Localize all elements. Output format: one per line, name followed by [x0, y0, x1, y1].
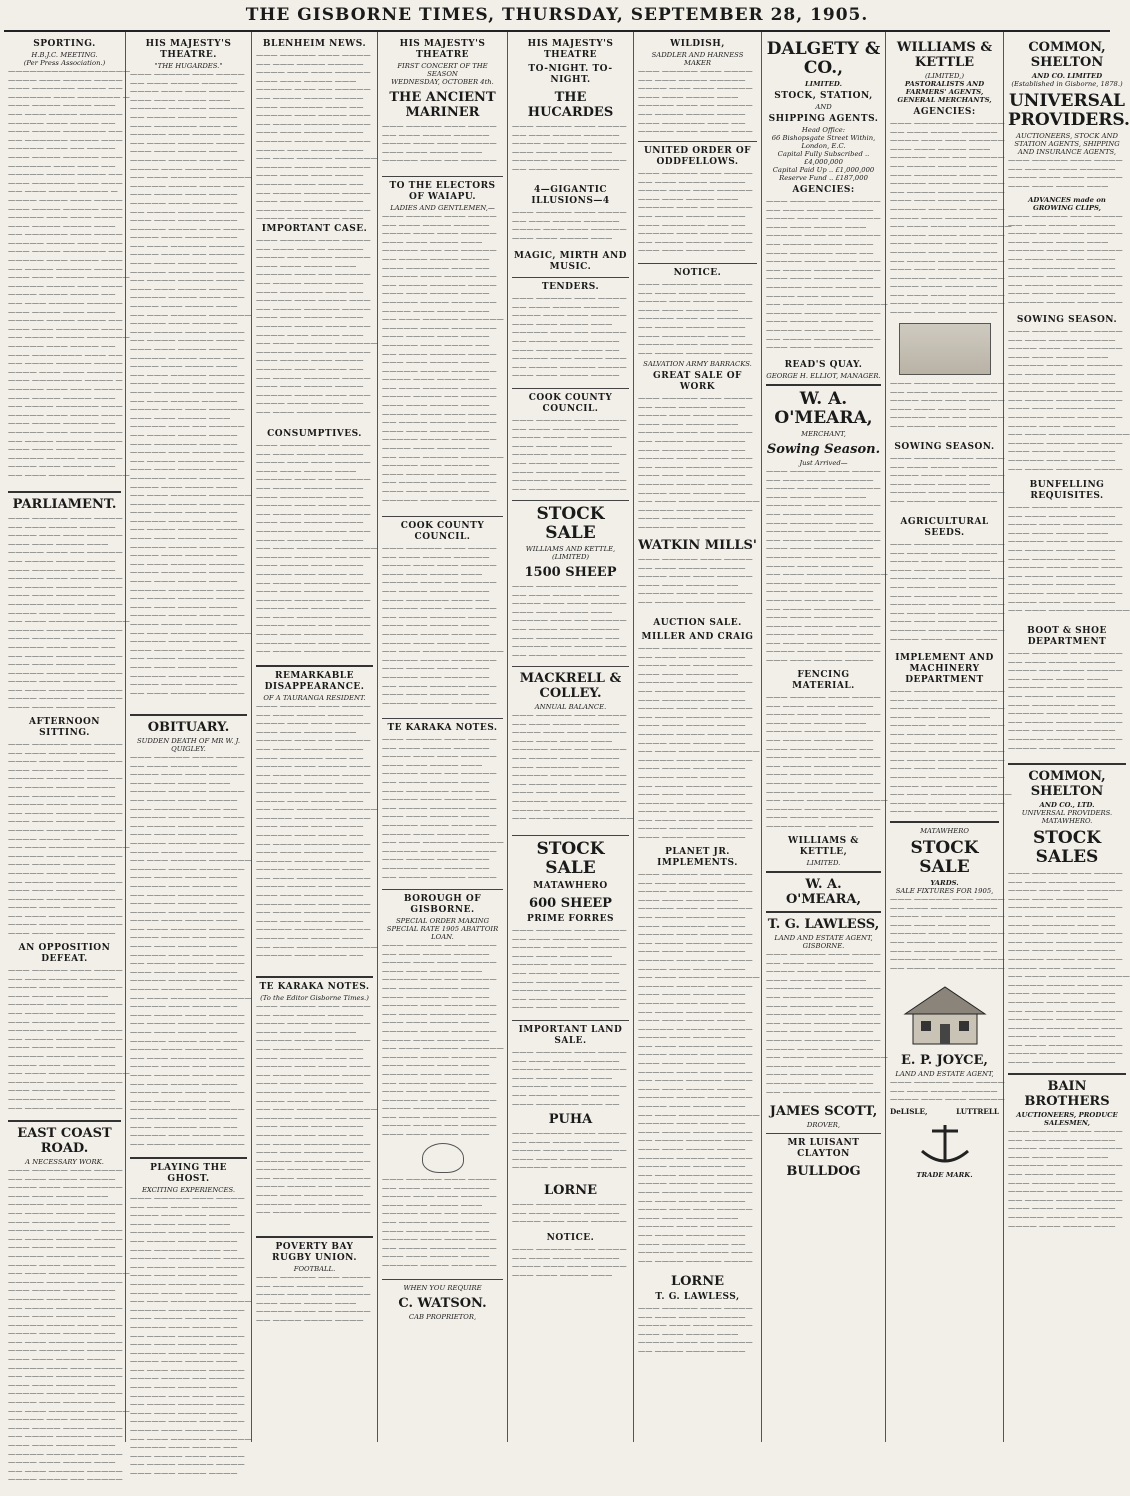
stock-sale-heading: STOCK SALE [536, 504, 605, 543]
reserve-fund: Reserve Fund .. £187,000 [779, 174, 868, 182]
drover: DROVER, [806, 1121, 841, 1129]
notice-heading: NOTICE. [546, 1233, 595, 1243]
williams-agencies-body: ——— ————— ——— ———— —— ——— ———— ————— ———— ——— ——— ————— ——— ——— ———— ——— ————— ——— —— ————— —— ———— ———— ———— ——— —————— ——— —— ————— ——— ———— ——— —— ———— ————— ———— ——— ——— ———— ———— ————— ———— ——— ——— ———— ——— ———— ——— —— ——— ————— —————— ————— ———— ——— ——— ——— ———— ——— ———— ————— ——— ———— —— —— ———— ————— ———— ——— ——— ———— ———— ————— ———— ——— ——— ———— ——— ———— ——— —— ——— ————— ————— ———— ———— —— ————— ——— ——— ———— ———— [890, 118, 1012, 317]
heading-parliament: PARLIAMENT. [12, 497, 117, 512]
general-merchants: GENERAL MERCHANTS, [897, 96, 992, 104]
column-9 [1004, 32, 1130, 1442]
column-1 [4, 32, 131, 1484]
auctioneers-agents: AUCTIONEERS, STOCK AND STATION AGENTS, SHIPPING AND INSURANCE AGENTS, [1014, 132, 1120, 156]
subheading-exciting-experiences: EXCITING EXPERIENCES. [141, 1186, 236, 1194]
dalgety-and: AND [815, 103, 832, 111]
important-land-sale: IMPORTANT LAND SALE. [518, 1025, 623, 1046]
dalgety-stock: STOCK, STATION, [774, 91, 873, 101]
cab-proprietor: CAB PROPRIETOR, [408, 1313, 477, 1321]
matawhero-9: MATAWHERO. [1041, 817, 1093, 825]
lawless-7-body: ——— ————— ——— ———— —— ——— ———— ————— ———— ——— ——— ————— ——— ——— ———— ——— ————— ——— —— ————— —— ———— ———— ———— ——— —————— ——— —— ————— ——— ———— ——— —— ———— ————— ———— ——— ——— ———— ———— ————— ———— ——— ——— ———— ——— ———— ——— —— ——— ————— —————— ————— ———— ——— ——— ——— ———— ——— ———— ————— ——— ———— —— —— ———— ————— ———— [766, 949, 888, 1096]
blenheim-body: ——— ————— ——— ———— —— ——— ———— ————— ———— ——— ——— ————— ——— ——— ———— ——— ————— ——— —— ————— —— ———— ———— ———— ——— —————— ——— —— ————— ——— ———— ——— —— ———— ————— ———— ——— ——— ———— ———— ————— ———— ——— ——— ———— ——— ———— ——— —— ——— ————— —————— ————— ———— ——— ——— ——— ———— ——— ———— ————— ——— ———— —— —— ———— ————— ———— ——— ——— ———— ———— ————— ———— ——— ——— ———— ——— ———— ——— [256, 50, 378, 223]
masthead-title: THE GISBORNE TIMES, THURSDAY, SEPTEMBER 28, 1905. [245, 5, 869, 25]
column-4 [378, 32, 508, 1442]
boot-shoe: BOOT & SHOE DEPARTMENT [1027, 626, 1107, 647]
prime-forres: PRIME FORRES [527, 914, 614, 924]
heading-east-coast-road: EAST COAST ROAD. [17, 1126, 112, 1156]
parliament-body: ——— ————— ——— ———— —— ——— ———— ————— ———— ——— ——— ————— ——— ——— ———— ——— ————— ——— —— ————— —— ———— ———— ———— ——— —————— ——— —— ————— ——— ———— ——— —— ———— ————— ———— ——— ——— ———— ———— ————— ———— ——— ——— ———— ——— ———— ——— —— ——— ————— —————— ————— ———— ——— ——— ——— ———— ——— ———— ————— ——— ———— —— —— ———— ————— ———— ——— ——— ———— ———— ————— ———— ——— ——— ———— ——— ———— ——— —— ——— ————— ————— ———— ———— —— ————— ——— ——— ———— ———— [8, 513, 130, 712]
common-body-1: ——— ————— ——— ———— —— ——— ———— ————— ———— ——— ——— ————— ——— ——— ———— ——— [1008, 155, 1123, 190]
watkin-body: ——— ————— ——— ———— —— ——— ———— ————— ———— ——— ——— ————— ——— ——— ———— ——— ————— ——— —— ————— —— ———— ———— ———— [638, 554, 753, 606]
heading-playing-the-ghost: PLAYING THE GHOST. [150, 1163, 227, 1184]
sporting-body: ————————————————— ———— ——— ———— ———— ——— —————— ———— —— —————— ——— —————— — ——— ———— ———— ——— —— ——— ———— —————— ————— ——— ———— —— ——— ———— —————— —— —— —————— ———— ——— ————— ——— —— ———— ——— ———— ————— ——— —————— ——— ——— —— ————— ———— ———— —— ——— —————— ——— ——— —— ——— ———— ———— — ———— ———— ——— ———— ——— ———— ————— ——— ————— ——— ——— ———— ——— ———— ———— ——— —— —————— ——— ———— ————— ———— ——— ——— ——— ———— —————— —— ————— ——— ———— ——— —— ———— ————— ———— ——— ——— ———— —————— ————— ———— ——— ——— ———— ———— ———— —— —— ——— ————— ————— ——— ———— ——— ———— ————— ———— ———— —— ——— ——— —————— ——— —— ———— ———— —————— ————— ——— ———— —— ——— ——————— ——— —— —— ———— ————— ———— ———— ——— ——— ————— ——— ——————— ———— — ————— ——— ——— ———— ——— ———— ———— ——— —— ———— —————— ——— ————— ——— ———— ——— ——— ———— ————— —— ————— ——— ——— ———— —— ———— ————— ———— ——— ——— ———— ———— ————— ———— ——— ——— ———— ——— ———— ——— —— ——— ————— —————— [8, 66, 131, 479]
when-you-require: WHEN YOU REQUIRE [403, 1284, 482, 1292]
sheep-600: 600 SHEEP [529, 896, 612, 911]
watson-name: C. WATSON. [398, 1296, 487, 1311]
playing-ghost-body: ——— ————— ——— ———— —— ——— ———— ————— ———— ——— ——— ————— ——— ——— ———— ——— ————— ——— —— ————— —— ———— ———— ———— ——— —————— ——— —— ————— ——— ———— ——— —— ———— ————— ———— ——— ——— ———— ———— ————— ———— ——— ——— ———— ——— ———— ——— —— ——— ————— —————— ————— ———— ——— ——— ——— ———— ——— ———— ————— ——— ———— —— —— ———— ————— ———— ——— ——— ———— ———— ————— ———— ——— ——— ———— ——— ———— ——— —— ——— ————— ————— ———— ———— —— ————— ——— ——— ———— ———— ————— ——— ——— ———— —— ———— ————— ———— ——— ——— ———— ———— ————— ———— ——— ——— ———— ——— ———— ——— —— ——— ————— —————— ————— ——— ———— —— ——— ———— ——— ————— —— ———— ————— ———— ——— ——— ———— ———— [130, 1193, 252, 1477]
obituary-body: ——— ————— ——— ———— —— ——— ———— ————— ———— ——— ——— ————— ——— ——— ———— ——— ————— ——— —— ————— —— ———— ———— ———— ——— —————— ——— —— ————— ——— ———— ——— —— ———— ————— ———— ——— ——— ———— ———— ————— ———— ——— ——— ———— ——— ———— ——— —— ——— ————— —————— ————— ———— ——— ——— ——— ———— ——— ———— ————— ——— ———— —— —— ———— ————— ———— ——— ——— ———— ———— ————— ———— ——— ——— ———— ——— ———— ——— —— ——— ————— ————— ———— ———— —— ————— ——— ——— ———— ———— ————— ——— ——— ———— —— ———— ————— ———— ——— ——— ———— ———— ————— ———— ——— ——— ———— ——— ———— ——— —— ——— ————— —————— ————— ——— ———— —— ——— ———— ——— ————— —— ———— ————— ———— ——— ——— ———— ———— ————— ———— ——— ——— ———— ——— ———— ——— —— ——— ————— ————— ———— ———— —— ————— ——— ————— ——— ———— —— ——— ———— ————— ———— ——— ——— ————— ——— ——— ———— ——— ————— ——— —— ————— —— ———— ———— ———— ——— —————— ——— —— ————— ——— ———— ——— —— ———— ————— ———— [130, 752, 252, 1148]
ladies-gentlemen: LADIES AND GENTLEMEN,— [390, 204, 495, 212]
dalgety-agencies-body: ——— ————— ——— ———— —— ——— ———— ————— ———— ——— ——— ————— ——— ——— ———— ——— ————— ——— —— ————— —— ———— ———— ———— ——— —————— ——— —— ————— ——— ———— ——— —— ———— ————— ———— ——— ——— ———— ———— ————— ———— ——— ——— ———— ——— ———— ——— —— ——— ————— —————— ————— ———— ——— ——— ——— ———— ——— ———— ————— ——— ———— —— —— ———— ————— ———— ——— ——— ———— ———— [766, 196, 888, 352]
heading-tenders: TENDERS. [541, 282, 600, 292]
heading-consumptives: CONSUMPTIVES. [267, 429, 362, 439]
lawless-body: ——— ————— ——— ———— —— ——— ———— ————— ———— ——— ——— ————— ——— ——— ———— ——— ————— ——— —— ————— —— ———— ———— ———— [638, 1303, 753, 1355]
sowing-season: Sowing Season. [766, 442, 881, 457]
consumptives-body: ——— ————— ——— ———— —— ——— ———— ————— ———— ——— ——— ————— ——— ——— ———— ——— ————— ——— —— ————— —— ———— ———— ———— ——— —————— ——— —— ————— ——— ———— ——— —— ———— ————— ———— ——— ——— ———— ———— ————— ———— ——— ——— ———— ——— ———— ——— —— ——— ————— —————— ————— ———— ——— ——— ——— ———— ——— ———— ————— ——— ———— —— —— ———— ————— ———— ——— ——— ———— ———— ————— ———— ——— ——— ———— ——— ———— ——— —— ——— ————— ————— ———— ———— —— ————— ——— ——— ———— ———— ————— ——— ——— ———— —— ———— ————— ———— [256, 440, 378, 656]
implement-body: ——— ————— ——— ———— —— ——— ———— ————— ———— ——— ——— ————— ——— ——— ———— ——— ————— ——— —— ————— —— ———— ———— ———— ——— —————— ——— —— ————— ——— ———— ——— —— ———— ————— ———— ——— ——— ———— ———— ————— ———— ——— ——— ———— ——— ———— ——— —— ——— ————— —————— ————— ———— ——— ——— ——— ———— ——— ———— [890, 686, 1012, 816]
borough-body: ——— ————— ——— ———— —— ——— ———— ————— ———— ——— ——— ————— ——— ——— ———— ——— ————— ——— —— ————— —— ———— ———— ———— ——— —————— ——— —— ————— ——— ———— ——— —— ———— ————— ———— ——— ——— ———— ———— ————— ———— ——— ——— ———— ——— ———— ——— —— ——— ————— —————— ————— ———— ——— ——— ——— ———— ——— ———— ————— ——— ———— —— —— ———— ————— ———— ——— ——— ———— ———— ————— ———— ——— ——— ———— ——— ———— ——— —— ——— ————— ————— ———— ———— —— ————— ——— ——— ———— ———— [382, 940, 504, 1139]
subheading-tauranga-resident: OF A TAURANGA RESIDENT. [263, 694, 366, 702]
williams-mid-body: ——— ————— ——— ———— —— ——— ———— ————— ———— ——— ——— ————— ——— ——— ———— ——— ————— ——— —— ————— —— ———— ———— ———— [890, 378, 1005, 430]
lawless-7: T. G. LAWLESS, [767, 917, 880, 932]
sowing-season-8: SOWING SEASON. [894, 442, 995, 452]
bulldog: BULLDOG [786, 1164, 861, 1179]
heading-remarkable-disappearance: REMARKABLE DISAPPEARANCE. [264, 671, 365, 692]
lorne-body: ——— ————— ——— ———— —— ——— ———— ————— ———— ——— ——— ————— [512, 1199, 627, 1226]
stock-sale-sub: WILLIAMS AND KETTLE, (LIMITED) [525, 545, 616, 561]
saddler: SADDLER AND HARNESS MAKER [651, 51, 744, 67]
salesmen: SALESMEN, [1044, 1119, 1090, 1127]
notice-6-body: ——— ————— ——— ———— —— ——— ———— ————— ———— ——— ——— ————— ——— ——— ———— ——— ————— ——— —— ————— —— ———— ———— ———— ——— —————— ——— —— ————— ——— ———— ——— —— ———— ————— ———— [638, 279, 753, 357]
great-sale-body: ——— ————— ——— ———— —— ——— ———— ————— ———— ——— ——— ————— ——— ——— ———— ——— ————— ——— —— ————— —— ———— ———— ———— ——— —————— ——— —— ————— ——— ———— ——— —— ———— ————— ———— ——— ——— ———— ———— ————— ———— ——— ——— ———— ——— ———— ——— —— ——— ————— —————— ————— ———— ——— ——— ——— ———— ——— ———— ————— ——— ———— —— [638, 393, 760, 531]
gisborne-7: GISBORNE. [802, 942, 845, 950]
bain-brothers: BAIN BROTHERS [1024, 1079, 1110, 1109]
notice-body: ——— ————— ——— ———— —— ——— ———— ————— ———— ——— ——— ————— ——— ——— ———— ——— ————— ——— —— ————— —— ———— ———— ———— ——— —————— ——— —— ————— ——— ———— ——— —— ———— ————— ———— ——— ——— ———— ———— ————— ———— ——— ——— [382, 1174, 497, 1269]
bain-body: ——— ————— ——— ———— —— ——— ———— ————— ———— ——— ——— ————— ——— ——— ———— ——— ————— ——— —— ————— —— ———— ———— ———— ——— —————— ——— —— ————— ——— ———— ——— —— ———— ————— ———— ——— ——— ———— ———— ————— ———— ——— ——— ———— ——— ———— ——— [1008, 1126, 1123, 1230]
head-office-address: 66 Bishopsgate Street Within, London, E.C. [771, 134, 876, 150]
agencies-7: AGENCIES: [792, 185, 855, 195]
heading-blenheim-news: BLENHEIM NEWS. [262, 39, 367, 49]
te-karaka-ad-body: ——— ————— ——— ———— —— ——— ———— ————— ———— ——— ——— ————— ——— ——— ———— ——— ————— ——— —— ————— —— ———— ———— ———— ——— —————— ——— —— ————— ——— ———— ——— —— ———— ————— ———— ——— ——— ———— ———— ————— ———— ——— ——— ———— ——— ———— ——— —— ——— ————— —————— ————— ———— ——— ——— ——— ———— ——— ———— ————— ——— ———— —— —— ———— ————— ———— [382, 734, 504, 881]
heading-opposition: AN OPPOSITION DEFEAT. [18, 943, 111, 964]
agricultural-body: ——— ————— ——— ———— —— ——— ———— ————— ———— ——— ——— ————— ——— ——— ———— ——— ————— ——— —— ————— —— ———— ———— ———— ——— —————— ——— —— ————— ——— ———— ——— —— ———— ————— ———— ——— ——— ———— ———— ————— ———— ——— ——— ———— ——— ———— ——— [890, 539, 1005, 643]
mackrell-body: ——— ————— ——— ———— —— ——— ———— ————— ———— ——— ——— ————— ——— ——— ———— ——— ————— ——— —— ————— —— ———— ———— ———— ——— —————— ——— —— ————— ——— ———— ——— —— ———— ————— ———— ——— ——— ———— ———— ————— ———— ——— ——— ———— ——— ———— ——— —— ——— ————— —————— [512, 710, 634, 823]
williams-limited: (LIMITED,) [924, 72, 964, 80]
columns [4, 32, 1130, 1484]
matawhero-heading: MATAWHERO [533, 881, 608, 891]
hucardes-body: ——— ————— ——— ———— —— ——— ———— ————— ———— ——— ——— ————— ——— ——— ———— ——— ————— ——— —— ————— —— ———— ———— ———— [512, 121, 627, 173]
subheading-to-the-editor: (To the Editor Gisborne Times.) [260, 994, 369, 1002]
cattle-illustration [899, 323, 991, 375]
concert-date: WEDNESDAY, OCTOBER 4th. [391, 78, 494, 86]
te-karaka-body: ——— ————— ——— ———— —— ——— ———— ————— ———— ——— ——— ————— ——— ——— ———— ——— ————— ——— —— ————— —— ———— ———— ———— ——— —————— ——— —— ————— ——— ———— ——— —— ———— ————— ———— ——— ——— ———— ———— ————— ———— ——— ——— ———— ——— ———— ——— —— ——— ————— —————— ————— ———— ——— ——— ——— ———— ——— ———— ————— ——— ———— —— —— ———— ————— ———— ——— ——— ———— ———— ————— ———— ——— ——— ———— ——— ———— ——— —— ——— ————— ————— ———— ———— —— ————— ——— ——— ———— ———— ————— ——— ——— ———— —— ———— ————— ———— [256, 1001, 378, 1217]
ancient-mariner: THE ANCIENT MARINER [389, 90, 496, 120]
puha: PUHA [548, 1112, 593, 1127]
notice-heading-6: NOTICE. [673, 268, 722, 278]
land-sale-body: ——— ————— ——— ———— —— ——— ———— ————— ———— ——— ——— ————— ——— ——— ———— ——— ————— ——— —— ————— —— ———— ———— ———— ——— —————— ——— —— [512, 1047, 627, 1108]
omeara-merchant: MERCHANT, [801, 430, 846, 438]
heading-te-karaka-notes: TE KARAKA NOTES. [259, 982, 370, 992]
column-6 [634, 32, 762, 1442]
gigantic-illusions: 4—GIGANTIC ILLUSIONS—4 [531, 185, 610, 206]
williams-kettle: WILLIAMS & KETTLE [896, 40, 993, 70]
delisle-luttrell-row [890, 1108, 999, 1117]
agencies-8: AGENCIES: [913, 107, 976, 117]
omeara: W. A. O'MEARA, [774, 389, 873, 428]
fencing-material: FENCING MATERIAL. [792, 670, 855, 691]
advances: ADVANCES made on GROWING CLIPS, [1028, 196, 1106, 212]
sowing-9-body: ——— ————— ——— ———— —— ——— ———— ————— ———— ——— ——— ————— ——— ——— ———— ——— ————— ——— —— ————— —— ———— ———— ———— ——— —————— ——— —— ————— ——— ———— ——— —— ———— ————— ———— ——— ——— ———— ———— ————— ———— ——— ——— ———— ——— ———— ——— —— ——— ————— —————— ————— ———— ——— ——— ——— ———— ——— ———— ————— ——— ———— —— —— ———— ————— ———— [1008, 326, 1130, 473]
heading-obituary: OBITUARY. [147, 720, 230, 735]
illusions-body: ——— ————— ——— ———— —— ——— ———— ————— ———— ——— ——— ————— ——— ——— ———— ——— [512, 207, 627, 242]
capital-paid: Capital Paid Up .. £1,000,000 [772, 166, 875, 174]
oddfellows-body: ——— ————— ——— ———— —— ——— ———— ————— ———— ——— ——— ————— ——— ——— ———— ——— ————— ——— —— ————— —— ———— ———— ———— ——— —————— ——— —— ————— ——— ———— ——— —— ———— ————— ———— ——— ——— ———— ———— [638, 168, 753, 255]
land-estate-agent: LAND AND ESTATE AGENT, [774, 934, 873, 942]
auctioneers-produce: AUCTIONEERS, PRODUCE [1016, 1111, 1118, 1119]
dalgety-manager: GEORGE H. ELLIOT, MANAGER. [766, 372, 881, 380]
stock-sale-2: STOCK SALE [536, 839, 605, 878]
dalgety-shipping: SHIPPING AGENTS. [768, 114, 879, 124]
heading-sporting: SPORTING. [33, 39, 96, 49]
delisle: DeLISLE, [890, 1107, 928, 1116]
common-2-sub: AND CO., LTD. [1039, 801, 1095, 809]
puha-body: ——— ————— ——— ———— —— ——— ———— ————— ———— ——— ——— ————— ——— ——— ———— ——— ————— ——— —— ————— [512, 1128, 627, 1172]
common-shelton: COMMON, SHELTON [1028, 40, 1106, 70]
universal-providers-2: UNIVERSAL PROVIDERS. [1021, 809, 1113, 817]
heading-borough-gisborne: BOROUGH OF GISBORNE. [403, 894, 482, 915]
salvation-army: SALVATION ARMY BARRACKS. [643, 360, 752, 368]
stock-sale-2-body: ——— ————— ——— ———— —— ——— ———— ————— ———— ——— ——— ————— ——— ——— ———— ——— ————— ——— —— ————— —— ———— ———— ———— ——— —————— ——— —— ————— ——— ———— ——— —— ———— ————— ———— ——— ——— ———— ———— [512, 925, 627, 1012]
mr-clayton: MR LUISANT CLAYTON [787, 1138, 860, 1159]
joyce-sub: LAND AND ESTATE AGENT, [895, 1070, 994, 1078]
just-arrived: Just Arrived— [799, 459, 848, 467]
anchor-trade-mark-icon [900, 1121, 990, 1167]
implement-machinery: IMPLEMENT AND MACHINERY DEPARTMENT [895, 653, 994, 685]
column-5 [508, 32, 634, 1442]
heading-te-karaka: TE KARAKA NOTES. [387, 723, 498, 733]
concert-title: FIRST CONCERT OF THE SEASON [397, 62, 488, 78]
heading-to-electors: TO THE ELECTORS OF WAIAPU. [389, 181, 496, 202]
column-2 [126, 32, 252, 1477]
masthead [4, 0, 1110, 32]
wildish-body: ——— ————— ——— ———— —— ——— ———— ————— ———— ——— ——— ————— ——— ——— ———— ——— ————— ——— —— ————— —— ———— ———— ———— ——— —————— ——— —— ————— ——— ———— ——— [638, 66, 753, 136]
sale-fixtures: SALE FIXTURES FOR 1905, [895, 887, 994, 895]
stock-sales-9: STOCK SALES [1032, 828, 1102, 867]
sowing-season-9: SOWING SEASON. [1016, 315, 1118, 325]
common-body-2: ——— ————— ——— ———— —— ——— ———— ————— ———— ——— ——— ————— ——— ——— ———— ——— ————— ——— —— ————— —— ———— ———— ———— ——— —————— ——— —— ————— ——— ———— ——— —— ———— ————— ———— ——— ——— ———— ———— ————— ———— ——— ——— [1008, 211, 1123, 306]
matawhero-8: MATAWHERO [920, 827, 969, 835]
mackrell-colley: MACKRELL & COLLEY. [519, 671, 622, 701]
planet-jr: PLANET JR. IMPLEMENTS. [657, 847, 738, 868]
great-sale-of-work: GREAT SALE OF WORK [653, 371, 742, 392]
east-coast-body: ——— ————— ——— ———— —— ——— ———— ————— ———— ——— ——— ————— ——— ——— ———— ——— ————— ——— —— ————— —— ———— ———— ———— ——— —————— ——— —— ————— ——— ———— ——— —— ———— ————— ———— ——— ——— ———— ———— ————— ———— ——— ——— ———— ——— ———— ——— —— ——— ————— —————— ————— ———— ——— ——— ——— ———— ——— ———— ————— ——— ———— —— —— ———— ————— ———— ——— ——— ———— ———— ————— ———— ——— ——— ———— ——— ———— ——— —— ——— ————— ————— ———— ———— —— ————— ——— ——— ———— ———— ————— ——— ——— ———— —— ———— ————— ———— ——— ——— ———— ———— ————— ———— ——— ——— ———— ——— ———— ——— —— ——— ————— —————— ————— ——— ———— —— ——— ———— ——— ————— —— ———— ————— ———— ——— ——— ———— ———— ————— ———— ——— ——— ———— ——— ———— ——— —— ——— ————— ————— ———— ———— —— ————— [8, 1165, 130, 1484]
established: (Established in Gisborne, 1878.) [1011, 80, 1123, 88]
notice-body-2: ——— ————— ——— ———— —— ——— ———— ————— ———— ——— ——— ————— ——— ——— ———— ——— [512, 1244, 627, 1279]
joyce-body: ——— ————— ——— ———— —— ——— ———— ————— ———— ——— ——— ————— [890, 1077, 1005, 1104]
house-illustration [895, 979, 995, 1049]
omeara-body: ——— ————— ——— ———— —— ——— ———— ————— ———— ——— ——— ————— ——— ——— ———— ——— ————— ——— —— ————— —— ———— ———— ———— ——— —————— ——— —— ————— ——— ———— ——— —— ———— ————— ———— ——— ——— ———— ———— ————— ———— ——— ——— ———— ——— ———— ——— —— ——— ————— —————— ————— ———— ——— ——— ——— ———— ——— ———— ————— ——— ———— —— —— ———— ————— ———— ——— ——— ———— ———— ————— ———— ——— ——— ———— ——— ———— ——— —— ——— ————— ————— ———— ———— —— ————— ——— ——— ———— ———— [766, 466, 888, 665]
classifieds-body-2: ——— ————— ——— ———— —— ——— ———— ————— ———— ——— ——— ————— ——— ——— ———— ——— ————— ——— —— ————— —— ———— ———— ———— ——— —————— ——— —— ————— ——— ———— ——— —— ———— ————— ———— ——— ——— ———— ———— ————— ———— ——— ——— ———— ——— ———— ——— —— ——— ————— —————— ————— ———— ——— ——— ——— ———— ——— ———— ————— ——— ———— —— —— ———— ————— ———— ——— ——— ———— ———— ————— ———— ——— ——— ———— ——— ———— ——— —— ——— ————— ————— ———— ———— —— ————— ——— ——— ———— ———— ————— ——— ——— ———— —— ———— ————— ———— ——— ——— ———— ———— ————— ———— ——— ——— ———— ——— ———— ——— —— ——— ————— —————— ————— ——— ———— —— ——— ———— ——— ————— —— ———— ————— ———— ——— ——— ———— ———— ————— ———— ——— ——— ———— ——— ———— ——— —— ——— ————— ————— ———— ———— —— ————— ——— ————— ——— ———— —— ——— ———— ————— ———— ——— ——— ————— ——— ——— ———— ——— ————— ——— —— ————— —— ———— ———— ———— ——— —————— ——— —— ————— ——— ———— ——— —— ———— ————— ———— [638, 869, 760, 1265]
universal-providers: UNIVERSAL PROVIDERS. [1008, 91, 1130, 130]
magic-mirth-music: MAGIC, MIRTH AND MUSIC. [514, 251, 627, 272]
heading-theatre-top: HIS MAJESTY'S THEATRE [399, 39, 486, 60]
tenders-body: ——— ————— ——— ———— —— ——— ———— ————— ———— ——— ——— ————— ——— ——— ———— ——— ————— ——— —— ————— —— ———— ———— ———— ——— —————— ——— —— ————— ——— ———— ——— —— ———— ————— ———— ——— ——— ———— ———— [512, 293, 627, 380]
reads-quay: READ'S QUAY. [784, 360, 863, 370]
capital-subscribed: Capital Fully Subscribed .. £4,000,000 [777, 150, 870, 166]
subheading-obituary: SUDDEN DEATH OF MR W. J. QUIGLEY. [136, 737, 241, 753]
agricultural-seeds: AGRICULTURAL SEEDS. [900, 517, 989, 538]
classifieds-body: ——— ————— ——— ———— —— ——— ———— ————— ———— ——— ——— ————— ——— ——— ———— ——— ————— ——— —— ————— —— ———— ———— ———— ——— —————— ——— —— ————— ——— ———— ——— —— ———— ————— ———— ——— ——— ———— ———— ————— ———— ——— ——— ———— ——— ———— ——— —— ——— ————— —————— ————— ———— ——— ——— ——— ———— ——— ———— ————— ——— ———— —— —— ———— ————— ———— ——— ——— ———— ———— ————— ———— ——— ——— ———— ——— ———— ——— —— ——— ————— ————— ———— ———— —— ————— ——— ——— ———— ———— [638, 643, 760, 842]
williams-limited-7: LIMITED. [806, 859, 841, 867]
column-3 [252, 32, 378, 1442]
united-order-oddfellows: UNITED ORDER OF ODDFELLOWS. [643, 146, 752, 167]
common-sub: AND CO. LIMITED [1031, 72, 1103, 80]
bunfelling-body: ——— ————— ——— ———— —— ——— ———— ————— ———— ——— ——— ————— ——— ——— ———— ——— ————— ——— —— ————— —— ———— ———— ———— ——— —————— ——— —— ————— ——— ———— ——— —— ———— ————— ———— ——— ——— ———— ———— ————— ———— ——— ——— ———— ——— ———— ——— —— ——— ————— —————— [1008, 502, 1130, 615]
heading-cook-county: COOK COUNTY COUNCIL. [528, 393, 613, 414]
heading-important-case: IMPORTANT CASE. [261, 224, 368, 234]
stock-sale-8-body: ——— ————— ——— ———— —— ——— ———— ————— ———— ——— ——— ————— ——— ——— ———— ——— ————— ——— —— ————— —— ———— ———— ———— ——— —————— ——— —— ————— ——— ———— ——— —— ———— ————— ———— [890, 894, 1005, 972]
heading-afternoon: AFTERNOON SITTING. [28, 717, 101, 738]
royal-crest-icon [422, 1143, 464, 1173]
subheading-hugardes: "THE HUGARDES." [154, 62, 223, 70]
disappearance-body: ——— ————— ——— ———— —— ——— ———— ————— ———— ——— ——— ————— ——— ——— ———— ——— ————— ——— —— ————— —— ———— ———— ———— ——— —————— ——— —— ————— ——— ———— ——— —— ———— ————— ———— ——— ——— ———— ———— ————— ———— ——— ——— ———— ——— ———— ——— —— ——— ————— —————— ————— ———— ——— ——— ——— ———— ——— ———— ————— ——— ———— —— —— ———— ————— ———— ——— ——— ———— ———— ————— ———— ——— ——— ———— ——— ———— ——— —— ——— ————— ————— ———— ———— —— ————— ——— ——— ———— ———— ————— ——— ——— ———— —— ———— ————— ———— ——— ——— ———— ———— ————— ———— ——— ——— ———— ——— ———— ——— —— ——— ————— —————— ————— ——— ———— —— [256, 701, 378, 960]
fencing-body: ——— ————— ——— ———— —— ——— ———— ————— ———— ——— ——— ————— ——— ——— ———— ——— ————— ——— —— ————— —— ———— ———— ———— ——— —————— ——— —— ————— ——— ———— ——— —— ———— ————— ———— ——— ——— ———— ———— ————— ———— ——— ——— ———— ——— ———— ——— —— ——— ————— —————— ————— ———— ——— ——— ——— ———— ——— ———— ————— ——— ———— —— [766, 692, 888, 830]
afternoon-body: ——— ————— ——— ———— —— ——— ———— ————— ———— ——— ——— ————— ——— ——— ———— ——— ————— ——— —— ————— —— ———— ———— ———— ——— —————— ——— —— ————— ——— ———— ——— —— ———— ————— ———— ——— ——— ———— ———— ————— ———— ——— ——— ———— ——— ———— ——— —— ——— ————— —————— ————— ———— ——— ——— ——— ———— ——— ———— ————— ——— ———— —— —— ———— ————— ———— ——— ——— ———— ———— ————— ———— ——— ——— ———— ——— ———— ——— —— ——— ————— ————— ———— ———— —— ————— ——— ——— ———— ———— [8, 739, 130, 938]
sheep-count: 1500 SHEEP [524, 565, 617, 580]
bunfelling-requisites: BUNFELLING REQUISITES. [1029, 480, 1105, 501]
column-8 [886, 32, 1012, 1442]
sowing-8-body: ——— ————— ——— ———— —— ——— ———— ————— ———— ——— ——— ————— ——— ——— ———— ——— ————— ——— —— ————— —— ———— ———— ———— [890, 453, 1005, 505]
subheading-meeting: H.B.J.C. MEETING. [31, 51, 98, 59]
heading-rugby-union: POVERTY BAY RUGBY UNION. [272, 1242, 357, 1263]
james-scott: JAMES SCOTT, [769, 1104, 878, 1119]
heading-cook-county-council: COOK COUNTY COUNCIL. [400, 521, 485, 542]
the-hucardes: THE HUCARDES [527, 90, 614, 120]
dalgety: DALGETY & CO., [766, 39, 881, 78]
press-credit: (Per Press Association.) [23, 59, 106, 67]
heading-theatre: HIS MAJESTY'S THEATRE [527, 39, 614, 60]
yards: YARDS. [930, 879, 959, 887]
opposition-body: ——— ————— ——— ———— —— ——— ———— ————— ———— ——— ——— ————— ——— ——— ———— ——— ————— ——— —— ————— —— ———— ———— ———— ——— —————— ——— —— ————— ——— ———— ——— —— ———— ————— ———— ——— ——— ———— ———— ————— ———— ——— ——— ———— ——— ———— ——— —— ——— ————— —————— ————— ———— ——— ——— ——— ———— ——— ———— ————— ——— ———— —— —— ———— ————— ———— [8, 965, 130, 1112]
boot-body: ——— ————— ——— ———— —— ——— ———— ————— ———— ——— ——— ————— ——— ——— ———— ——— ————— ——— —— ————— —— ———— ———— ———— ——— —————— ——— —— ————— ——— ———— ——— —— ———— ————— ———— ——— ——— ———— ———— ————— ———— ——— ——— ———— ——— ———— ——— [1008, 648, 1123, 752]
dalgety-limited: LIMITED. [805, 80, 842, 88]
tonight: TO-NIGHT. TO-NIGHT. [528, 64, 613, 85]
trade-mark: TRADE MARK. [916, 1170, 973, 1179]
auction-sale: AUCTION SALE. [653, 618, 742, 628]
important-case-body: ——— ————— ——— ———— —— ——— ———— ————— ———— ——— ——— ————— ——— ——— ———— ——— ————— ——— —— ————— —— ———— ———— ———— ——— —————— ——— —— ————— ——— ———— ——— —— ———— ————— ———— ——— ——— ———— ———— ————— ———— ——— ——— ———— ——— ———— ——— —— ——— ————— —————— ————— ———— ——— ——— ——— ———— ——— ———— ————— ——— ———— —— —— ———— ————— ———— ——— ——— ———— ———— ————— ———— ——— ——— ———— ——— ———— ——— —— ——— ————— ————— [256, 235, 378, 416]
wildish: WILDISH, [670, 39, 725, 49]
heading-his-majestys-theatre: HIS MAJESTY'S THEATRE. [145, 39, 232, 60]
pastoralists: PASTORALISTS AND FARMERS' AGENTS, [904, 80, 985, 96]
lorne-6: LORNE [670, 1274, 725, 1289]
stock-sales-9-body: ——— ————— ——— ———— —— ——— ———— ————— ———— ——— ——— ————— ——— ——— ———— ——— ————— ——— —— ————— —— ———— ———— ———— ——— —————— ——— —— ————— ——— ———— ——— —— ———— ————— ———— ——— ——— ———— ———— ————— ———— ——— ——— ———— ——— ———— ——— —— ——— ————— —————— ————— ———— ——— ——— ——— ———— ——— ———— ————— ——— ———— —— —— ———— ————— ———— ——— ——— ———— ———— ————— ———— ——— ——— ———— ——— ———— ——— —— ——— ————— ————— ———— ———— —— ————— ——— ——— ———— ———— [1008, 868, 1130, 1067]
cook-county-body: ——— ————— ——— ———— —— ——— ———— ————— ———— ——— ——— ————— ——— ——— ———— ——— ————— ——— —— ————— —— ———— ———— ———— ——— —————— ——— —— ————— ——— ———— ——— —— ———— ————— ———— [512, 415, 627, 493]
column-7 [762, 32, 886, 1442]
ep-joyce: E. P. JOYCE, [901, 1053, 988, 1068]
cook-council-body: ——— ————— ——— ———— —— ——— ———— ————— ———— ——— ——— ————— ——— ——— ———— ——— ————— ——— —— ————— —— ———— ———— ———— ——— —————— ——— —— ————— ——— ———— ——— —— ———— ————— ———— ——— ——— ———— ———— ————— ———— ——— ——— ———— ——— ———— ——— —— ——— ————— —————— ————— ———— ——— ——— ——— ———— ——— ———— ————— ——— ———— —— —— ———— ————— ———— ——— ——— ———— ———— ————— ———— ——— ——— [382, 543, 504, 707]
head-office-label: Head Office: [801, 126, 846, 134]
common-shelton-2: COMMON, SHELTON [1028, 769, 1106, 799]
football-body: ——— ————— ——— ———— —— ——— ———— ————— ———— ——— ——— ————— ——— ——— ———— ——— ————— ——— —— ————— —— ———— ———— ———— [256, 1272, 371, 1324]
concert-body: ——— ————— ——— ———— —— ——— ———— ————— ———— ——— ——— ————— ——— ——— ———— ——— ————— ——— —— ————— [382, 121, 497, 165]
watkin-mills: WATKIN MILLS' [638, 538, 757, 553]
miller-craig: MILLER AND CRAIG [641, 632, 754, 642]
stock-sale-body: ——— ————— ——— ———— —— ——— ———— ————— ———— ——— ——— ————— ——— ——— ———— ——— ————— ——— —— ————— —— ———— ———— ———— ——— —————— ——— —— ————— ——— ———— ——— —— ———— ————— ———— [512, 581, 627, 659]
luttrell: LUTTRELL [956, 1107, 999, 1116]
williams-kettle-7: WILLIAMS & KETTLE, [788, 836, 859, 857]
electors-body: ——— ————— ——— ———— —— ——— ———— ————— ———— ——— ——— ————— ——— ——— ———— ——— ————— ——— —— ————— —— ———— ———— ———— ——— —————— ——— —— ————— ——— ———— ——— —— ———— ————— ———— ——— ——— ———— ———— ————— ———— ——— ——— ———— ——— ———— ——— —— ——— ————— —————— ————— ———— ——— ——— ——— ———— ——— ———— ————— ——— ———— —— —— ———— ————— ———— ——— ——— ———— ———— ————— ———— ——— ——— ———— ——— ———— ——— —— ——— ————— ————— ———— ———— —— ————— ——— ——— ———— ———— ————— ——— ——— ———— —— ———— ————— ———— ——— ——— ———— ———— ————— ———— ——— ——— ———— ——— ———— ——— —— ——— ————— —————— ————— ——— ———— —— ——— ———— ——— ————— —— ———— ————— ———— ——— ——— ———— ———— ————— ———— ——— ——— [382, 211, 504, 504]
subheading-necessary-work: A NECESSARY WORK. [25, 1158, 104, 1166]
omeara-2: W. A. O'MEARA, [785, 877, 862, 907]
special-order: SPECIAL ORDER MAKING SPECIAL RATE 1905 ABATTOIR LOAN. [386, 917, 499, 941]
lawless-6: T. G. LAWLESS, [655, 1292, 740, 1302]
stock-sale-8: STOCK SALE [910, 838, 979, 877]
subheading-football: FOOTBALL. [293, 1265, 336, 1273]
mackrell-sub: ANNUAL BALANCE. [534, 703, 607, 711]
lorne: LORNE [543, 1183, 598, 1198]
theatre-review-body: ——— ————— ——— ———— —— ——— ———— ————— ———— ——— ——— ————— ——— ——— ———— ——— ————— ——— —— ————— —— ———— ———— ———— ——— —————— ——— —— ————— ——— ———— ——— —— ———— ————— ———— ——— ——— ———— ———— ————— ———— ——— ——— ———— ——— ———— ——— —— ——— ————— —————— ————— ———— ——— ——— ——— ———— ——— ———— ————— ——— ———— —— —— ———— ————— ———— ——— ——— ———— ———— ————— ———— ——— ——— ———— ——— ———— ——— —— ——— ————— ————— ———— ———— —— ————— ——— ——— ———— ———— ————— ——— ——— ———— —— ———— ————— ———— ——— ——— ———— ———— ————— ———— ——— ——— ———— ——— ———— ——— —— ——— ————— —————— ————— ——— ———— —— ——— ———— ——— ————— —— ———— ————— ———— ——— ——— ———— ———— ————— ———— ——— ——— ———— ——— ———— ——— —— ——— ————— ————— ———— ———— —— ————— ——— ————— ——— ———— —— ——— ———— ————— ———— ——— ——— ————— ——— ——— ———— ——— ————— ——— —— ————— —— ———— ———— ———— ——— —————— ——— —— ————— ——— ———— ——— —— ———— ————— ———— ——— ——— ———— ———— ————— ———— ——— ——— ———— ——— ———— ——— —— ——— ————— —————— ————— ———— ——— ——— ——— ———— ——— ———— ————— ——— ———— —— —— ———— ————— ———— ——— ——— ———— ———— ————— ———— ——— ——— ———— ——— ———— ——— —— ——— ————— ————— ———— ———— —— ————— ——— ——— ———— ———— ————— ——— ——— ———— —— ———— ————— ———— ——— ——— ———— ———— ————— ———— ——— ——— ———— ——— ———— ——— —— ——— ————— —————— ————— ——— ———— —— ——— ———— ——— ————— —— ———— ————— ———— ——— ——— ———— ———— ————— ———— ——— ——— ———— ——— ———— ——— —— ——— ————— ————— [130, 69, 252, 697]
